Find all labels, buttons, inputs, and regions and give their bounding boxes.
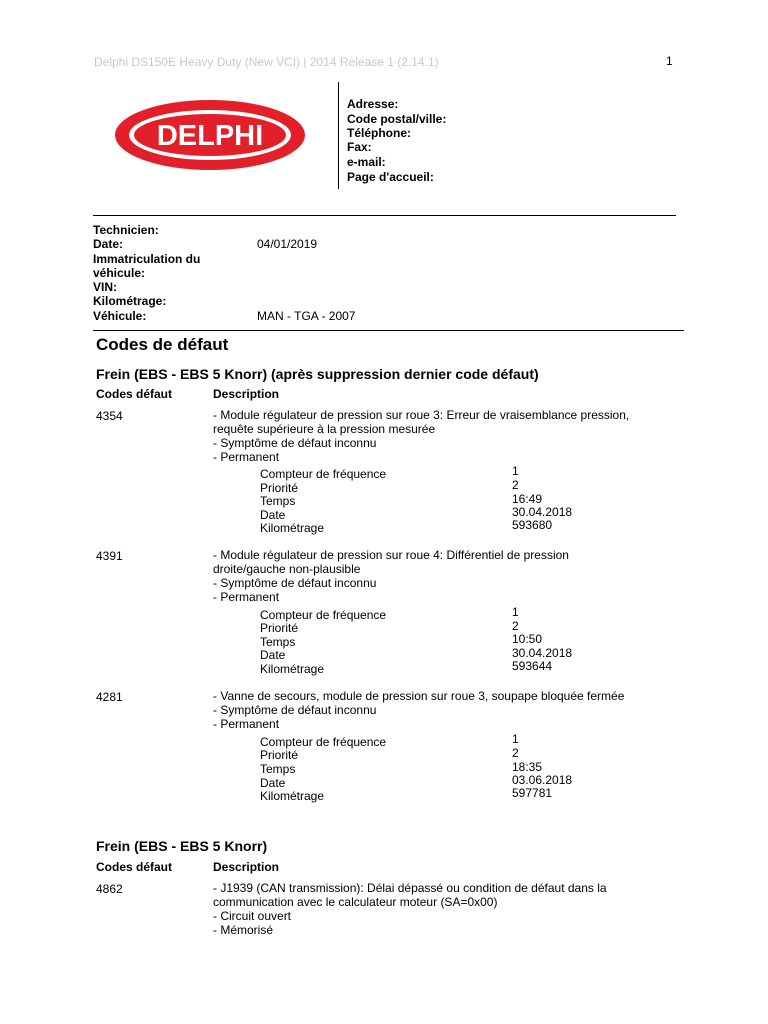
description-line: droite/gauche non-plausible xyxy=(213,562,361,576)
detail-value: 1 xyxy=(512,605,519,619)
detail-value: 2 xyxy=(512,746,519,760)
detail-value: 16:49 xyxy=(512,492,543,506)
vehicle-value: MAN - TGA - 2007 xyxy=(257,309,356,323)
column-header-description: Description xyxy=(213,860,280,874)
description-line: - Symptôme de défaut inconnu xyxy=(213,576,377,590)
detail-value: 1 xyxy=(512,732,519,746)
detail-label: Temps xyxy=(260,762,296,776)
divider-bottom xyxy=(93,330,684,331)
description-line: - Symptôme de défaut inconnu xyxy=(213,436,377,450)
description-line: - Circuit ouvert xyxy=(213,909,292,923)
detail-label: Kilométrage xyxy=(260,789,325,803)
fault-code: 4281 xyxy=(96,690,123,704)
page-number: 1 xyxy=(666,54,673,68)
divider-top xyxy=(93,215,676,216)
detail-value: 03.06.2018 xyxy=(512,773,573,787)
date-value: 04/01/2019 xyxy=(257,237,318,251)
column-header-codes: Codes défaut xyxy=(96,860,173,874)
detail-label: Priorité xyxy=(260,621,299,635)
vehicle-label: Véhicule: xyxy=(93,309,147,323)
technician-label: Technicien: xyxy=(93,223,159,237)
date-label: Date: xyxy=(93,237,124,251)
detail-label: Compteur de fréquence xyxy=(260,608,387,622)
fault-code: 4391 xyxy=(96,549,123,563)
detail-label: Date xyxy=(260,776,286,790)
description-line: - Permanent xyxy=(213,450,280,464)
section-title: Frein (EBS - EBS 5 Knorr) (après suppression dernier code défaut) xyxy=(96,366,539,382)
detail-value: 18:35 xyxy=(512,760,543,774)
detail-label: Date xyxy=(260,508,286,522)
mileage-label: Kilométrage: xyxy=(93,294,167,308)
detail-label: Date xyxy=(260,648,286,662)
detail-label: Compteur de fréquence xyxy=(260,735,387,749)
detail-label: Temps xyxy=(260,494,296,508)
detail-value: 30.04.2018 xyxy=(512,646,573,660)
phone-label: Téléphone: xyxy=(347,126,412,140)
description-line: - Module régulateur de pression sur roue 4: Différentiel de pression xyxy=(213,548,569,562)
fault-description xyxy=(213,689,683,731)
registration-label-cont: véhicule: xyxy=(93,266,146,280)
registration-label: Immatriculation du xyxy=(93,252,201,266)
description-line: communication avec le calculateur moteur (SA=0x00) xyxy=(213,895,498,909)
detail-value: 593644 xyxy=(512,659,553,673)
description-line: requête supérieure à la pression mesurée xyxy=(213,422,436,436)
description-line: - Symptôme de défaut inconnu xyxy=(213,703,377,717)
description-line: - Vanne de secours, module de pression sur roue 3, soupape bloquée fermée xyxy=(213,689,625,703)
description-line: - J1939 (CAN transmission): Délai dépassé ou condition de défaut dans la xyxy=(213,881,607,895)
column-header-description: Description xyxy=(213,387,280,401)
logo-text: DELPHI xyxy=(156,120,264,152)
description-line: - Permanent xyxy=(213,590,280,604)
fault-code: 4862 xyxy=(96,882,123,896)
detail-value: 30.04.2018 xyxy=(512,505,573,519)
description-line: - Permanent xyxy=(213,717,280,731)
vin-label: VIN: xyxy=(93,280,117,294)
detail-value: 597781 xyxy=(512,786,553,800)
fault-description xyxy=(213,548,683,604)
detail-value: 1 xyxy=(512,464,519,478)
fault-code: 4354 xyxy=(96,409,123,423)
detail-value: 2 xyxy=(512,619,519,633)
section-title: Frein (EBS - EBS 5 Knorr) xyxy=(96,838,268,854)
detail-label: Kilométrage xyxy=(260,521,325,535)
detail-value: 593680 xyxy=(512,518,553,532)
address-divider xyxy=(338,82,339,189)
fault-description xyxy=(213,408,683,464)
address-label: Adresse: xyxy=(347,97,399,111)
detail-label: Priorité xyxy=(260,481,299,495)
column-header-codes: Codes défaut xyxy=(96,387,173,401)
detail-label: Priorité xyxy=(260,748,299,762)
postal-city-label: Code postal/ville: xyxy=(347,112,447,126)
description-line: - Mémorisé xyxy=(213,923,274,937)
document-header-title: Delphi DS150E Heavy Duty (New VCI) | 2014 Release 1 (2.14.1) xyxy=(94,55,439,69)
email-label: e-mail: xyxy=(347,155,386,169)
detail-label: Kilométrage xyxy=(260,662,325,676)
homepage-label: Page d'accueil: xyxy=(347,170,434,184)
fault-codes-title: Codes de défaut xyxy=(96,335,229,354)
detail-value: 2 xyxy=(512,478,519,492)
description-line: - Module régulateur de pression sur roue 3: Erreur de vraisemblance pression, xyxy=(213,408,630,422)
detail-label: Temps xyxy=(260,635,296,649)
fax-label: Fax: xyxy=(347,140,372,154)
delphi-logo xyxy=(113,98,307,172)
detail-value: 10:50 xyxy=(512,632,543,646)
detail-label: Compteur de fréquence xyxy=(260,467,387,481)
fault-description xyxy=(213,881,683,937)
